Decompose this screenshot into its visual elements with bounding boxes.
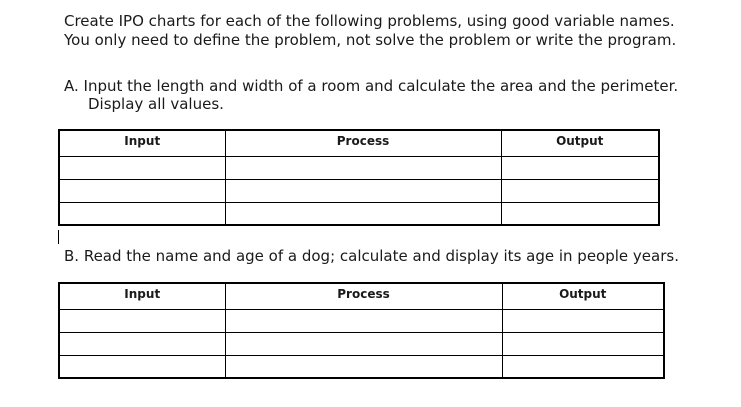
instructions-line-1: Create IPO charts for each of the following problems, using good variable names. — [64, 12, 675, 30]
process-column-header: Process — [225, 283, 502, 309]
input-cell[interactable] — [59, 179, 225, 202]
table-row — [59, 355, 664, 378]
table-row — [59, 309, 664, 332]
input-column-header: Input — [59, 130, 225, 156]
table-row — [59, 202, 659, 225]
problem-a-text-continued: Display all values. — [88, 95, 224, 113]
process-cell[interactable] — [225, 332, 502, 355]
input-column-header: Input — [59, 283, 225, 309]
ipo-table-a — [58, 129, 660, 226]
process-cell[interactable] — [225, 156, 501, 179]
output-cell[interactable] — [501, 179, 659, 202]
output-cell[interactable] — [502, 355, 664, 378]
input-cell[interactable] — [59, 332, 225, 355]
process-cell[interactable] — [225, 179, 501, 202]
instructions-line-2: You only need to define the problem, not solve the problem or write the program. — [64, 31, 677, 49]
text-cursor — [58, 230, 59, 244]
table-row — [59, 332, 664, 355]
problem-b-text: B. Read the name and age of a dog; calculate and display its age in people years. — [64, 247, 679, 265]
output-cell[interactable] — [501, 202, 659, 225]
input-cell[interactable] — [59, 355, 225, 378]
table-header-row — [59, 130, 659, 156]
process-cell[interactable] — [225, 309, 502, 332]
table-row — [59, 156, 659, 179]
output-column-header: Output — [502, 283, 664, 309]
process-cell[interactable] — [225, 355, 502, 378]
output-cell[interactable] — [502, 332, 664, 355]
input-cell[interactable] — [59, 202, 225, 225]
output-cell[interactable] — [501, 156, 659, 179]
input-cell[interactable] — [59, 309, 225, 332]
input-cell[interactable] — [59, 156, 225, 179]
output-column-header: Output — [501, 130, 659, 156]
table-header-row — [59, 283, 664, 309]
process-column-header: Process — [225, 130, 501, 156]
process-cell[interactable] — [225, 202, 501, 225]
output-cell[interactable] — [502, 309, 664, 332]
table-row — [59, 179, 659, 202]
problem-a-text: A. Input the length and width of a room and calculate the area and the perimeter. — [64, 77, 679, 95]
ipo-table-b — [58, 282, 665, 379]
